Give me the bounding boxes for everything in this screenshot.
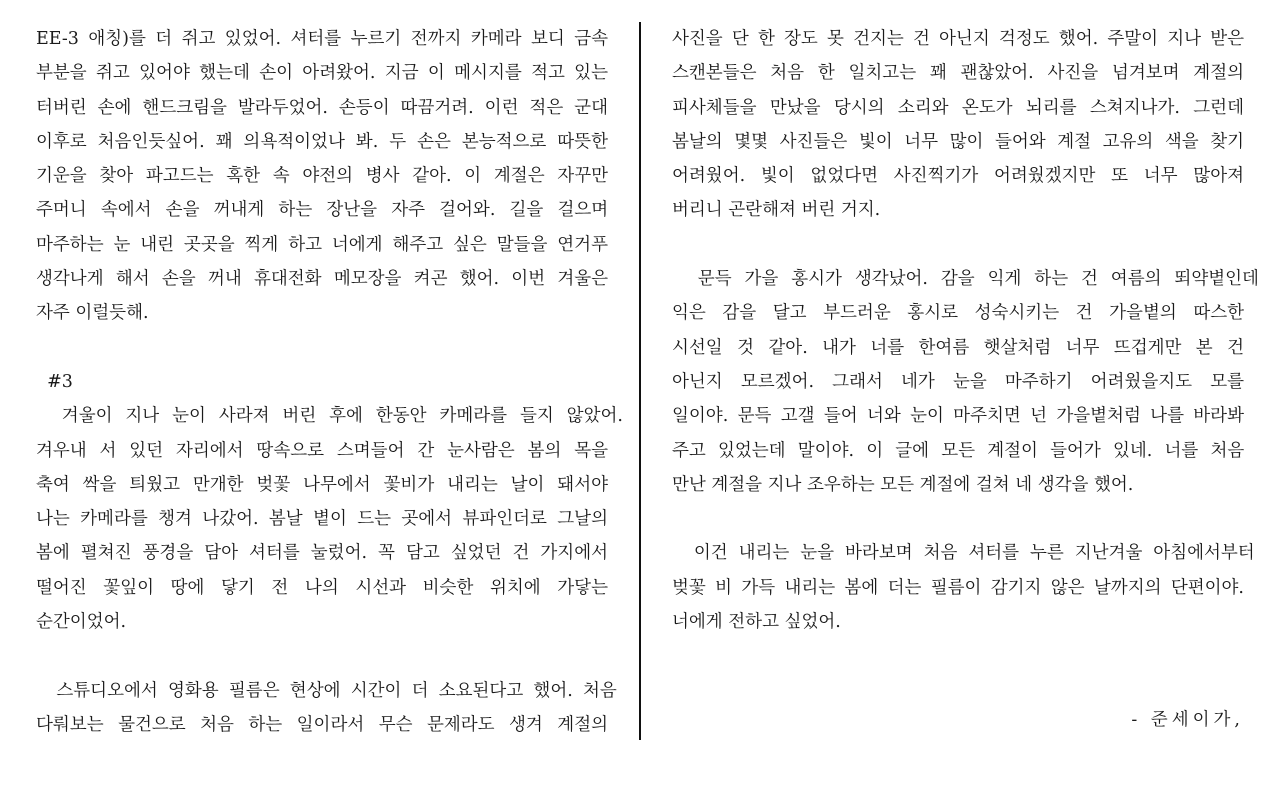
text-line: 사진을 단 한 장도 못 건지는 건 아닌지 걱정도 했어. 주말이 지나 받은 bbox=[672, 29, 1244, 49]
text-line: 터버린 손에 핸드크림을 발라두었어. 손등이 따끔거려. 이런 적은 군대 bbox=[36, 97, 608, 118]
text-line: 일이야. 문득 고갤 들어 너와 눈이 마주치면 넌 가을볕처럼 나를 바라봐 bbox=[672, 406, 1244, 427]
paragraph-last-line: 버리니 곤란해져 버린 거지. bbox=[672, 200, 881, 221]
text-line: 봄날의 몇몇 사진들은 빛이 너무 많이 들어와 계절 고유의 색을 찾기 bbox=[672, 131, 1245, 152]
paragraph-last-line: 자주 이럴듯해. bbox=[36, 303, 149, 324]
text-line: 나는 카메라를 챙겨 나갔어. 봄날 볕이 드는 곳에서 뷰파인더로 그날의 bbox=[36, 509, 608, 530]
right-text-column bbox=[672, 22, 1259, 639]
text-line: 주고 있었는데 말이야. 이 글에 모든 계절이 들어가 있네. 너를 처음 bbox=[672, 440, 1245, 461]
text-line: 떨어진 꽃잎이 땅에 닿기 전 나의 시선과 비슷한 위치에 가닿는 bbox=[36, 577, 608, 598]
text-line: 주머니 속에서 손을 꺼내게 하는 장난을 자주 걸어와. 길을 걸으며 bbox=[36, 200, 609, 221]
section-heading: #3 bbox=[36, 371, 73, 392]
column-divider bbox=[639, 22, 641, 740]
signature: - 준세이가, bbox=[1131, 710, 1244, 730]
blank-line bbox=[672, 228, 1244, 262]
text-line: 이건 내리는 눈을 바라보며 처음 셔터를 누른 지난겨울 아침에서부터 bbox=[672, 543, 1255, 564]
text-line: 문득 가을 홍시가 생각났어. 감을 익게 하는 건 여름의 뙤약볕인데 bbox=[672, 269, 1259, 290]
text-line: 스캔본들은 처음 한 일치고는 꽤 괜찮았어. 사진을 넘겨보며 계절의 bbox=[672, 63, 1244, 84]
left-text-column bbox=[36, 22, 623, 742]
text-line: 피사체들을 만났을 당시의 소리와 온도가 뇌리를 스쳐지나가. 그런데 bbox=[672, 97, 1244, 118]
paragraph-last-line: 만난 계절을 지나 조우하는 모든 계절에 걸쳐 네 생각을 했어. bbox=[672, 474, 1134, 495]
text-line: 스튜디오에서 영화용 필름은 현상에 시간이 더 소요된다고 했어. 처음 bbox=[36, 680, 617, 701]
text-line: EE-3 애칭)를 더 쥐고 있었어. 셔터를 누르기 전까지 카메라 보디 금속 bbox=[36, 29, 608, 49]
text-line: 익은 감을 달고 부드러운 홍시로 성숙시키는 건 가을볕의 따스한 bbox=[672, 303, 1245, 324]
text-line: 기운을 찾아 파고드는 혹한 속 야전의 병사 같아. 이 계절은 자꾸만 bbox=[36, 166, 608, 187]
blank-line bbox=[36, 639, 608, 673]
text-line: 어려웠어. 빛이 없었다면 사진찍기가 어려웠겠지만 또 너무 많아져 bbox=[672, 166, 1244, 187]
paragraph-last-line: 너에게 전하고 싶었어. bbox=[672, 612, 841, 633]
text-line: 시선일 것 같아. 내가 너를 한여름 햇살처럼 너무 뜨겁게만 본 건 bbox=[672, 337, 1244, 358]
text-line: 겨울이 지나 눈이 사라져 버린 후에 한동안 카메라를 들지 않았어. bbox=[36, 406, 623, 427]
blank-line bbox=[672, 502, 1244, 536]
paragraph-last-line: 순간이었어. bbox=[36, 612, 127, 633]
text-line: 아닌지 모르겠어. 그래서 네가 눈을 마주하기 어려웠을지도 모를 bbox=[672, 371, 1245, 392]
text-line: 축여 싹을 틔웠고 만개한 벚꽃 나무에서 꽃비가 내리는 날이 돼서야 bbox=[36, 474, 608, 495]
text-line: 봄에 펼쳐진 풍경을 담아 셔터를 눌렀어. 꼭 담고 싶었던 건 가지에서 bbox=[36, 543, 608, 564]
text-line: 다뤄보는 물건으로 처음 하는 일이라서 무슨 문제라도 생겨 계절의 bbox=[36, 714, 608, 735]
text-line: 부분을 쥐고 있어야 했는데 손이 아려왔어. 지금 이 메시지를 적고 있는 bbox=[36, 63, 608, 84]
text-line: 이후로 처음인듯싶어. 꽤 의욕적이었나 봐. 두 손은 본능적으로 따뜻한 bbox=[36, 131, 608, 152]
text-line: 생각나게 해서 손을 꺼내 휴대전화 메모장을 켜곤 했어. 이번 겨울은 bbox=[36, 269, 609, 290]
text-line: 마주하는 눈 내린 곳곳을 찍게 하고 너에게 해주고 싶은 말들을 연거푸 bbox=[36, 234, 608, 255]
blank-line bbox=[36, 331, 608, 365]
text-line: 벚꽃 비 가득 내리는 봄에 더는 필름이 감기지 않은 날까지의 단편이야. bbox=[672, 577, 1244, 598]
text-line: 겨우내 서 있던 자리에서 땅속으로 스며들어 간 눈사람은 봄의 목을 bbox=[36, 440, 608, 461]
